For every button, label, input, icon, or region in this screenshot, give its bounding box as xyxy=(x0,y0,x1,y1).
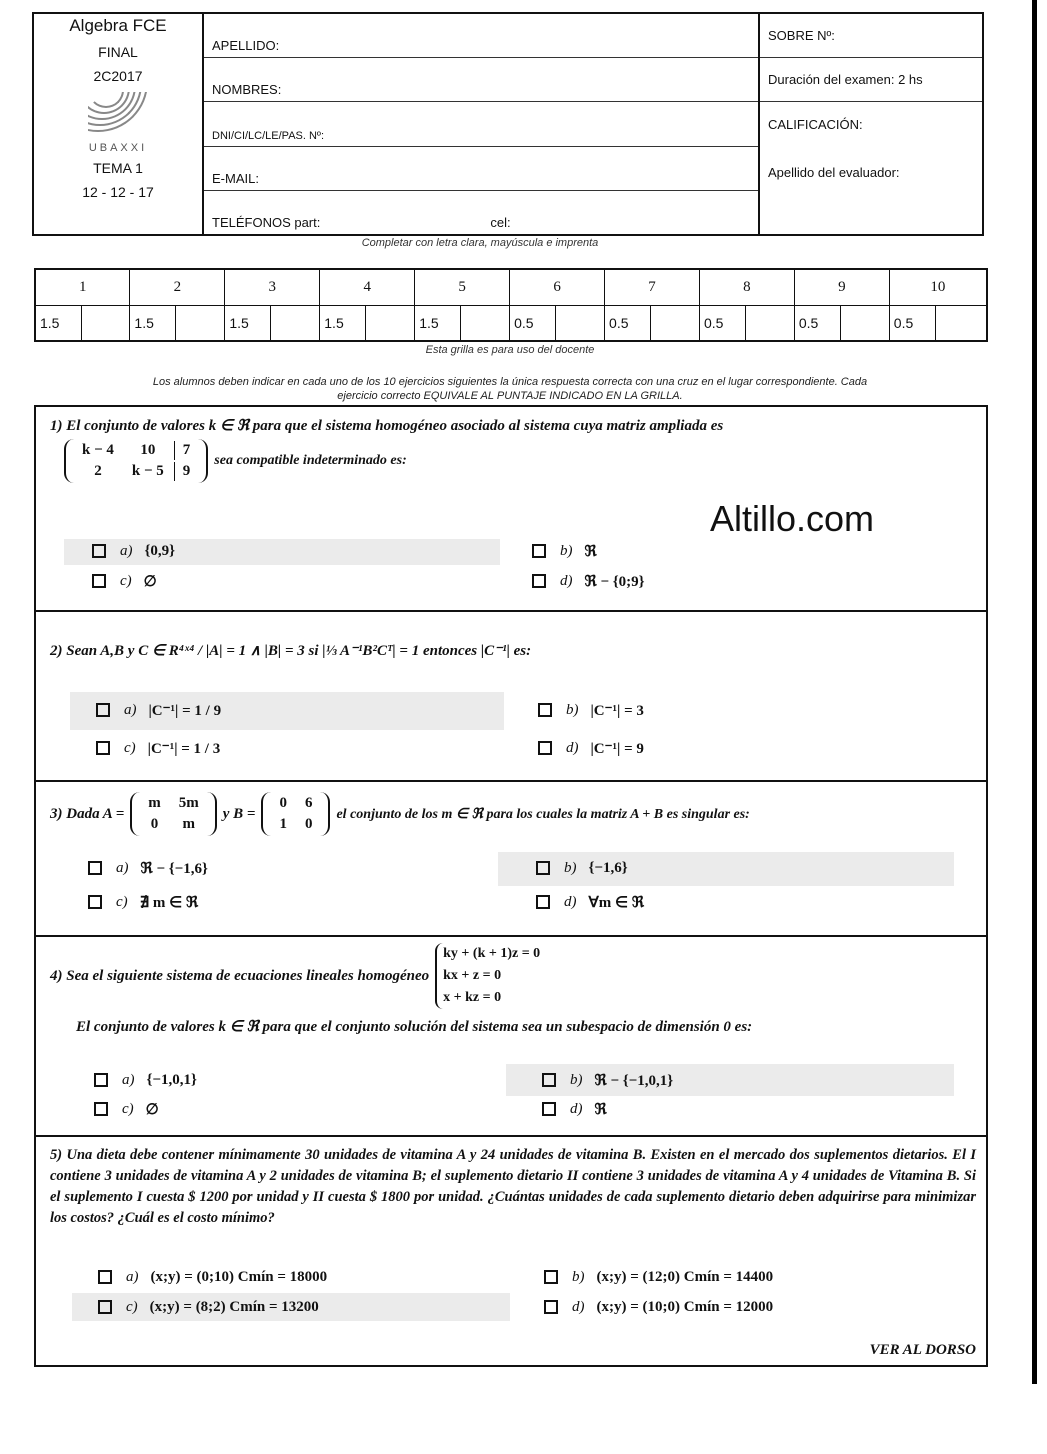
grid-num: 7 xyxy=(605,269,700,305)
q1-option-a[interactable] xyxy=(92,539,175,563)
checkbox-icon[interactable] xyxy=(96,703,110,717)
checkbox-icon[interactable] xyxy=(544,1300,558,1314)
option-text: |C⁻¹| = 3 xyxy=(590,702,644,719)
grid-score: 1.5 xyxy=(225,305,271,341)
cell: 1 xyxy=(279,816,287,832)
option-letter: a) xyxy=(126,1268,139,1285)
q5-option-b[interactable] xyxy=(544,1265,773,1289)
grid-num: 9 xyxy=(794,269,889,305)
subject: Algebra FCE xyxy=(69,16,167,35)
q3-text-a: 3) Dada A = xyxy=(50,805,125,822)
option-letter: a) xyxy=(124,701,137,718)
checkbox-icon[interactable] xyxy=(536,861,550,875)
option-letter: d) xyxy=(564,893,577,910)
option-letter: a) xyxy=(120,542,133,559)
exam-date: 12 - 12 - 17 xyxy=(82,184,154,200)
option-letter: d) xyxy=(572,1298,585,1315)
question-4 xyxy=(34,935,988,1135)
grid-score: 1.5 xyxy=(35,305,81,341)
q3-text-c: el conjunto de los m ∈ ℜ para los cuales la matriz A + B es singular es: xyxy=(336,806,750,822)
field-apellido[interactable]: APELLIDO: xyxy=(204,14,758,58)
q1-matrix-line xyxy=(36,437,986,483)
option-letter: d) xyxy=(570,1100,583,1117)
grid-num: 4 xyxy=(320,269,415,305)
grid-mark-cell[interactable] xyxy=(461,305,510,341)
cel-label: cel: xyxy=(490,215,511,231)
q4-option-a[interactable] xyxy=(94,1068,197,1092)
grid-numbers-row xyxy=(35,269,987,305)
option-text: ∀m ∈ ℜ xyxy=(588,894,645,911)
checkbox-icon[interactable] xyxy=(88,895,102,909)
q2-option-d[interactable] xyxy=(538,736,644,760)
ubaxxi-logo-icon xyxy=(88,92,148,140)
checkbox-icon[interactable] xyxy=(96,741,110,755)
option-text: ℜ − {−1,6} xyxy=(140,860,208,877)
cell: 0 xyxy=(150,816,159,832)
field-telefonos[interactable]: TELÉFONOS part: cel: xyxy=(212,215,511,231)
option-text: |C⁻¹| = 1 / 3 xyxy=(147,740,221,757)
checkbox-icon[interactable] xyxy=(98,1270,112,1284)
page-edge-bar xyxy=(1032,0,1037,1384)
equation: x + kz = 0 xyxy=(443,990,502,1005)
field-evaluador[interactable]: Apellido del evaluador: xyxy=(768,164,900,180)
grid-num: 10 xyxy=(889,269,987,305)
instructions-line2: ejercicio correcto EQUIVALE AL PUNTAJE INDICADO EN LA GRILLA. xyxy=(337,390,683,402)
option-text: {0,9} xyxy=(144,542,176,559)
grid-num: 6 xyxy=(510,269,605,305)
option-letter: b) xyxy=(572,1268,585,1285)
grid-score: 0.5 xyxy=(889,305,935,341)
option-letter: b) xyxy=(560,542,573,559)
cell: m xyxy=(182,816,195,832)
option-text: {−1,6} xyxy=(588,859,628,876)
option-text: |C⁻¹| = 9 xyxy=(590,740,644,757)
equation: kx + z = 0 xyxy=(443,968,502,983)
option-letter: d) xyxy=(560,572,573,589)
option-text: ℜ − {0;9} xyxy=(584,573,645,590)
q5-option-a[interactable] xyxy=(98,1265,327,1289)
q3-option-a[interactable] xyxy=(88,856,208,880)
q1-option-d[interactable] xyxy=(532,569,645,593)
tema: TEMA 1 xyxy=(93,160,143,176)
cell: k − 5 xyxy=(131,463,164,479)
grid-score: 0.5 xyxy=(510,305,556,341)
q4-text-line xyxy=(36,937,986,1009)
cell: m xyxy=(148,795,161,811)
grid-mark-cell[interactable] xyxy=(81,305,130,341)
option-text: (x;y) = (12;0) Cmín = 14400 xyxy=(596,1268,774,1285)
option-text: ℜ xyxy=(594,1101,607,1118)
q2-option-a[interactable] xyxy=(96,698,221,722)
option-letter: d) xyxy=(566,739,579,756)
grid-mark-cell[interactable] xyxy=(651,305,700,341)
grid-mark-cell[interactable] xyxy=(271,305,320,341)
option-text: |C⁻¹| = 1 / 9 xyxy=(148,702,222,719)
grid-num: 8 xyxy=(699,269,794,305)
option-text: (x;y) = (8;2) Cmín = 13200 xyxy=(149,1298,319,1315)
checkbox-icon[interactable] xyxy=(538,741,552,755)
option-text: ℜ xyxy=(584,543,597,560)
grid-mark-cell[interactable] xyxy=(556,305,605,341)
grid-mark-cell[interactable] xyxy=(840,305,889,341)
q3-option-d[interactable] xyxy=(536,890,644,914)
cell: k − 4 xyxy=(82,442,114,458)
question-5 xyxy=(34,1135,988,1367)
checkbox-icon[interactable] xyxy=(542,1073,556,1087)
option-text: ∅ xyxy=(143,573,157,590)
option-text: ∄ m ∈ ℜ xyxy=(139,894,199,911)
q1-matrix xyxy=(64,439,208,483)
grid-score: 0.5 xyxy=(699,305,745,341)
option-letter: b) xyxy=(566,701,579,718)
grid-mark-cell[interactable] xyxy=(745,305,794,341)
grid-score: 0.5 xyxy=(794,305,840,341)
q2-text: 2) Sean A,B y C ∈ R⁴ˣ⁴ / |A| = 1 ∧ |B| = 3 si |⅓ A⁻¹B²Cᵀ| = 1 entonces |C⁻¹| es: xyxy=(50,643,532,659)
checkbox-icon[interactable] xyxy=(544,1270,558,1284)
q3-text-b: y B = xyxy=(222,805,256,822)
field-calificacion[interactable]: CALIFICACIÓN: xyxy=(768,116,863,132)
grid-scores-row xyxy=(35,305,987,341)
grid-score: 1.5 xyxy=(320,305,366,341)
option-text: {−1,0,1} xyxy=(146,1071,197,1088)
cell: 6 xyxy=(304,795,313,811)
checkbox-icon[interactable] xyxy=(94,1102,108,1116)
see-back-label: VER AL DORSO xyxy=(869,1342,976,1358)
q3-option-c[interactable] xyxy=(88,890,198,914)
q2-option-c[interactable] xyxy=(96,736,220,760)
score-grid xyxy=(34,268,988,342)
grid-score: 1.5 xyxy=(415,305,461,341)
q5-text: 5) Una dieta debe contener mínimamente 30 unidades de vitamina A y 24 unidades de vitamina B. Existen en el mercado dos suplementos dietarios. El I contiene 3 unidades de vitamina A y 2 unidades de vitamina B; el suplemento dietario II contiene 3 unidades de vitamina A y 4 unidades de Vitamina B. Si el suplemento I cuesta $ 1200 por unidad y II cuesta $ 1800 por unidad. ¿Cuántas unidades de cada suplemento dietario deben adquirirse para minimizar los costos? ¿Cuál es el costo mínimo? xyxy=(50,1147,976,1226)
q4-text: 4) Sea el siguiente sistema de ecuaciones lineales homogéneo xyxy=(50,967,430,984)
checkbox-icon[interactable] xyxy=(92,574,106,588)
exam-header xyxy=(32,12,984,236)
grid-mark-cell[interactable] xyxy=(366,305,415,341)
equation: ky + (k + 1)z = 0 xyxy=(443,946,541,961)
field-email[interactable]: E-MAIL: xyxy=(204,147,758,191)
question-2 xyxy=(34,610,988,780)
checkbox-icon[interactable] xyxy=(94,1073,108,1087)
cell: 10 xyxy=(140,442,156,458)
checkbox-icon[interactable] xyxy=(92,544,106,558)
q4-option-d[interactable] xyxy=(542,1097,607,1121)
instructions xyxy=(60,375,960,403)
cell: 5m xyxy=(178,795,199,811)
option-letter: a) xyxy=(116,859,129,876)
q4-text2: El conjunto de valores k ∈ ℜ para que el conjunto solución del sistema sea un subespacio de dimensión 0 es: xyxy=(76,1019,753,1035)
field-sobre[interactable]: SOBRE Nº: xyxy=(760,14,982,58)
q2-option-b[interactable] xyxy=(538,698,644,722)
exam-info xyxy=(34,14,204,234)
grid-note: Esta grilla es para uso del docente xyxy=(425,344,595,356)
q5-option-c[interactable] xyxy=(98,1295,319,1319)
option-letter: c) xyxy=(124,739,136,756)
field-nombres[interactable]: NOMBRES: xyxy=(204,58,758,102)
q1-text: 1) El conjunto de valores k ∈ ℜ para que el sistema homogéneo asociado al sistema cuya matriz ampliada es xyxy=(50,418,724,434)
grid-num: 3 xyxy=(225,269,320,305)
cell: 0 xyxy=(304,816,313,832)
q4-system xyxy=(435,943,540,1009)
watermark: Altillo.com xyxy=(710,498,875,539)
checkbox-icon[interactable] xyxy=(532,544,546,558)
checkbox-icon[interactable] xyxy=(88,861,102,875)
option-letter: c) xyxy=(116,893,128,910)
option-letter: c) xyxy=(120,572,132,589)
grid-mark-cell[interactable] xyxy=(176,305,225,341)
option-text: (x;y) = (0;10) Cmín = 18000 xyxy=(150,1268,328,1285)
q1-option-b[interactable] xyxy=(532,539,597,563)
grid-num: 2 xyxy=(130,269,225,305)
q1-option-c[interactable] xyxy=(92,569,157,593)
option-text: ℜ − {−1,0,1} xyxy=(594,1072,674,1089)
option-letter: b) xyxy=(564,859,577,876)
option-letter: b) xyxy=(570,1071,583,1088)
cell: 2 xyxy=(94,463,102,479)
grid-mark-cell[interactable] xyxy=(935,305,987,341)
option-letter: c) xyxy=(122,1100,134,1117)
field-dni[interactable]: DNI/CI/LC/LE/PAS. Nº: xyxy=(204,102,758,146)
checkbox-icon[interactable] xyxy=(532,574,546,588)
student-fields xyxy=(204,14,760,234)
q4-option-b[interactable] xyxy=(542,1068,673,1092)
checkbox-icon[interactable] xyxy=(536,895,550,909)
option-text: ∅ xyxy=(145,1101,159,1118)
grid-num: 1 xyxy=(35,269,130,305)
term: 2C2017 xyxy=(93,68,143,84)
logo-text: UBAXXI xyxy=(88,142,148,154)
q3-option-b[interactable] xyxy=(536,856,628,880)
grid-score: 0.5 xyxy=(605,305,651,341)
cell: 0 xyxy=(279,795,287,811)
cell: 9 xyxy=(174,462,199,481)
q3-text xyxy=(36,782,986,836)
q5-option-d[interactable] xyxy=(544,1295,773,1319)
q3-matrix-a xyxy=(130,792,217,836)
checkbox-icon[interactable] xyxy=(98,1300,112,1314)
header-note: Completar con letra clara, mayúscula e imprenta xyxy=(361,237,599,249)
duracion: Duración del examen: 2 hs xyxy=(760,58,982,102)
question-3 xyxy=(34,780,988,935)
cell: 7 xyxy=(174,441,199,460)
q4-option-c[interactable] xyxy=(94,1097,159,1121)
checkbox-icon[interactable] xyxy=(542,1102,556,1116)
exam-type: FINAL xyxy=(98,44,138,60)
instructions-line1: Los alumnos deben indicar en cada uno de los 10 ejercicios siguientes la única respuesta correcta con una cruz en el lugar correspondiente. Cada xyxy=(152,376,868,388)
admin-fields xyxy=(760,14,982,234)
option-letter: c) xyxy=(126,1298,138,1315)
grid-score: 1.5 xyxy=(130,305,176,341)
option-letter: a) xyxy=(122,1071,135,1088)
grid-num: 5 xyxy=(415,269,510,305)
q3-matrix-b xyxy=(261,792,330,836)
option-text: (x;y) = (10;0) Cmín = 12000 xyxy=(596,1298,774,1315)
q1-text2: sea compatible indeterminado es: xyxy=(214,453,407,468)
checkbox-icon[interactable] xyxy=(538,703,552,717)
